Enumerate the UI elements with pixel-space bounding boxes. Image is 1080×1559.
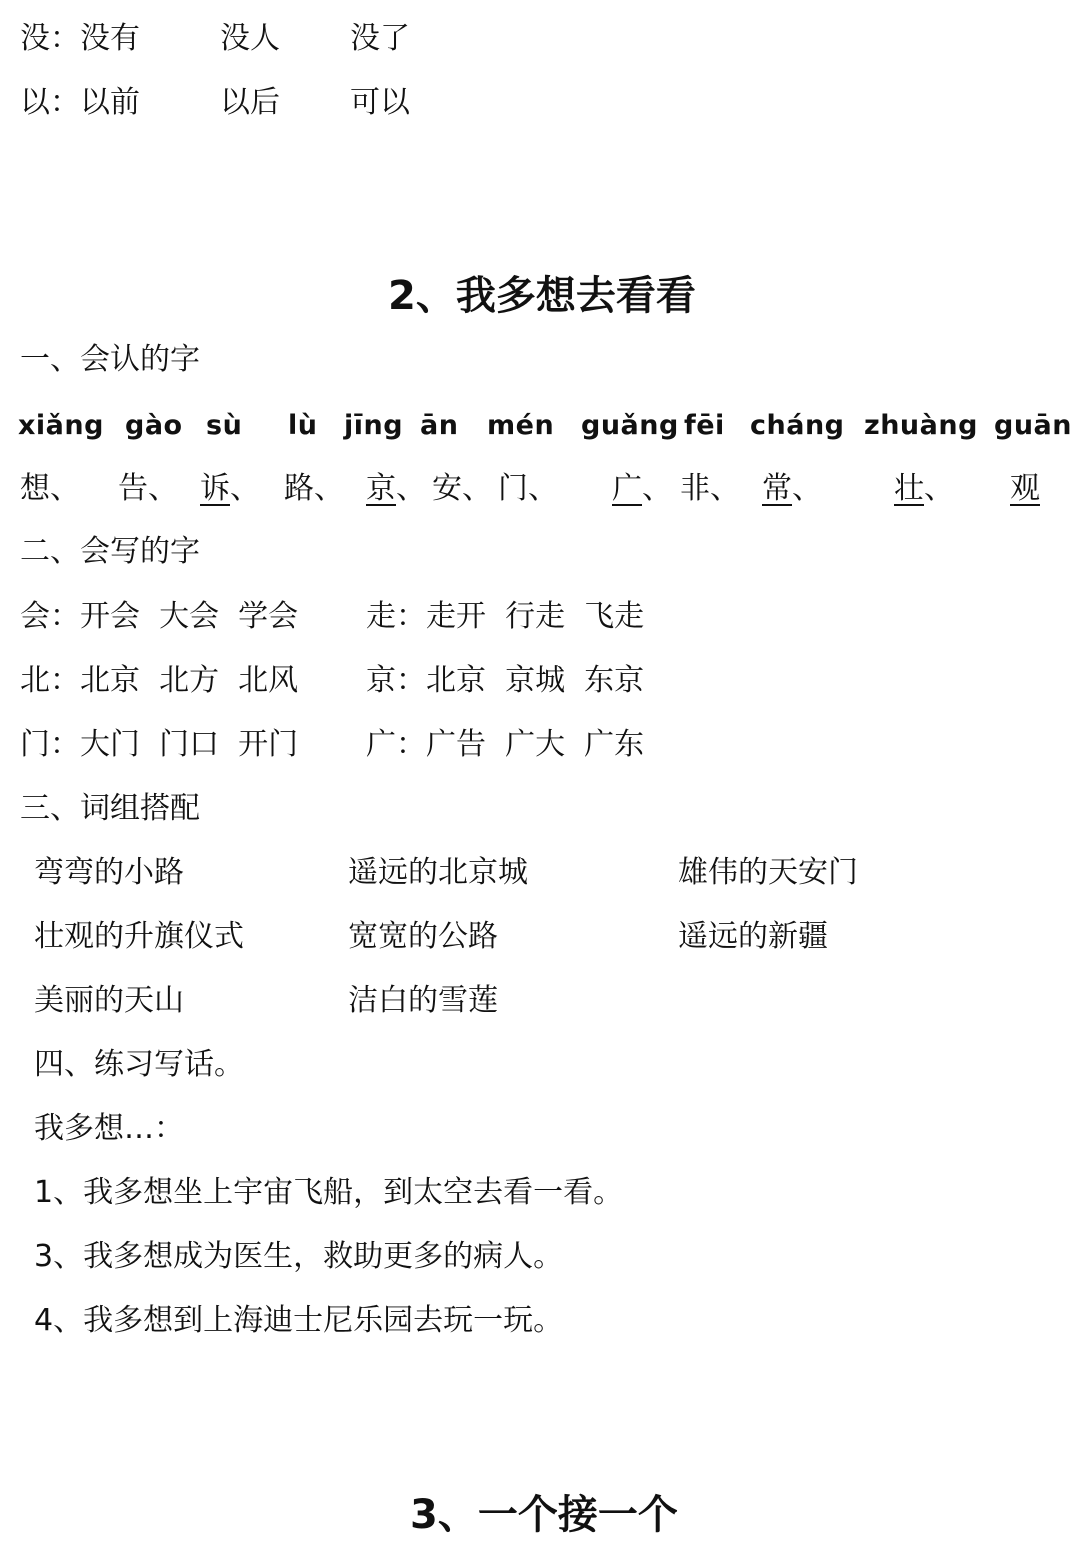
write-line: 会：开会 大会 学会 (20, 599, 299, 634)
phrase: 洁白的雪莲 (348, 983, 498, 1018)
char-item: 常、 (762, 471, 822, 506)
char-item: 想、 (20, 471, 80, 506)
word-item: 可以 (350, 85, 410, 120)
write-line: 广：广告 广大 广东 (366, 727, 645, 762)
char-item: 观 (1010, 471, 1040, 506)
write-line: 门：大门 门口 开门 (20, 727, 299, 762)
lesson-title: 3、一个接一个 (410, 1492, 678, 1538)
phrase: 遥远的北京城 (348, 855, 528, 890)
section-heading: 一、会认的字 (20, 342, 200, 377)
write-line: 北：北京 北方 北风 (20, 663, 299, 698)
char-item: 路、 (284, 471, 344, 506)
pinyin-item: fēi (684, 410, 725, 441)
pinyin-item: lù (288, 410, 318, 441)
word-row-mei: 没：没有 (20, 21, 140, 56)
char-item: 安、 (432, 471, 492, 506)
word-key: 以 (20, 85, 50, 120)
char-item: 非、 (680, 471, 740, 506)
word-key: 没 (20, 21, 50, 56)
pinyin-item: xiǎng (18, 410, 104, 441)
section-heading: 三、词组搭配 (20, 791, 200, 826)
phrase: 壮观的升旗仪式 (34, 919, 244, 954)
write-line: 京：北京 京城 东京 (366, 663, 645, 698)
pinyin-item: mén (487, 410, 555, 441)
char-item: 门、 (498, 471, 558, 506)
word-row-yi: 以：以前 (20, 85, 140, 120)
pinyin-item: guān (994, 410, 1072, 441)
char-item: 诉、 (200, 471, 260, 506)
word-item: 没有 (80, 21, 140, 56)
sentence: 3、我多想成为医生，救助更多的病人。 (34, 1239, 564, 1274)
word-item: 以前 (80, 85, 140, 120)
phrase: 弯弯的小路 (34, 855, 184, 890)
pinyin-item: zhuàng (864, 410, 978, 441)
section-heading: 二、会写的字 (20, 534, 200, 569)
pinyin-item: ān (420, 410, 459, 441)
phrase: 美丽的天山 (34, 983, 184, 1018)
pinyin-item: jīng (344, 410, 404, 441)
char-item: 壮、 (894, 471, 954, 506)
sentence: 1、我多想坐上宇宙飞船，到太空去看一看。 (34, 1175, 624, 1210)
pinyin-item: guǎng (581, 410, 679, 441)
pinyin-item: sù (206, 410, 243, 441)
char-item: 广、 (612, 471, 672, 506)
phrase: 遥远的新疆 (678, 919, 828, 954)
char-item: 告、 (118, 471, 178, 506)
char-item: 京、 (366, 471, 426, 506)
word-item: 没了 (350, 21, 410, 56)
word-item: 以后 (220, 85, 280, 120)
pinyin-item: cháng (750, 410, 845, 441)
lesson-title: 2、我多想去看看 (388, 273, 696, 319)
pinyin-item: gào (125, 410, 183, 441)
word-item: 没人 (220, 21, 280, 56)
section-heading: 四、练习写话。 (34, 1047, 244, 1082)
phrase: 宽宽的公路 (348, 919, 498, 954)
phrase: 雄伟的天安门 (678, 855, 858, 890)
writing-prompt: 我多想…： (34, 1111, 184, 1146)
write-line: 走：走开 行走 飞走 (366, 599, 645, 634)
sentence: 4、我多想到上海迪士尼乐园去玩一玩。 (34, 1303, 564, 1338)
